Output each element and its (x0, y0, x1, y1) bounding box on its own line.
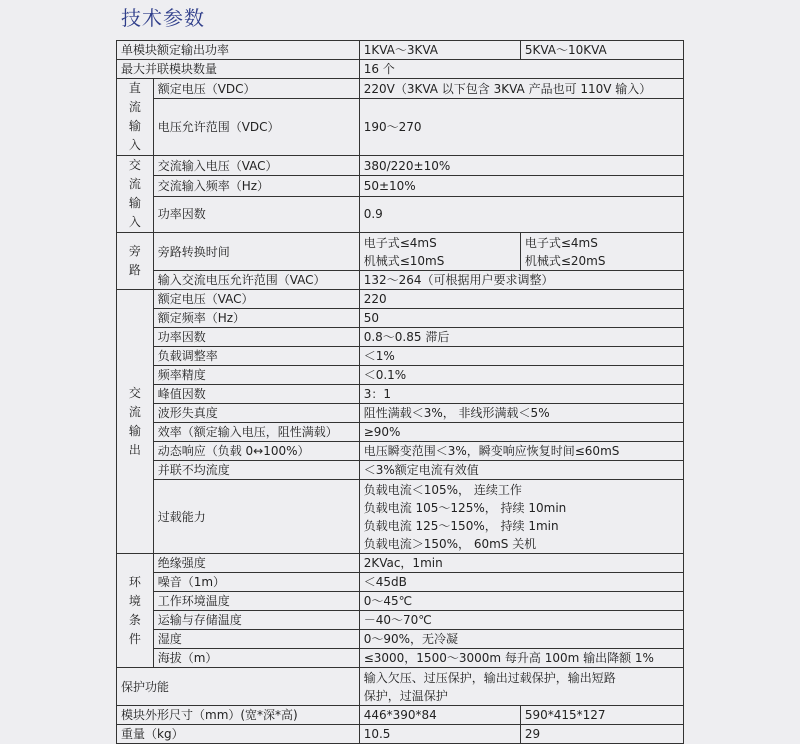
group-label-environment: 环 境 条 件 (117, 554, 154, 668)
cell-value: ≥90% (359, 423, 683, 442)
table-row (117, 630, 684, 649)
row-label: 重量（kg） (117, 725, 360, 744)
group-label-ac-output: 交 流 输 出 (117, 290, 154, 554)
cell-value: 0.8～0.85 滞后 (359, 328, 683, 347)
row-label: 动态响应（负载 0↔100%） (153, 442, 359, 461)
row-label: 额定频率（Hz） (153, 309, 359, 328)
row-label: 并联不均流度 (153, 461, 359, 480)
table-row (117, 366, 684, 385)
cell-value: ＜0.1% (359, 366, 683, 385)
cell-value (359, 668, 683, 706)
cell-value: 50 (359, 309, 683, 328)
cell-line: 机械式≤10mS (363, 253, 445, 268)
cell-line: 负载电流 125～150%， 持续 1min (363, 518, 559, 533)
table-row (117, 725, 684, 744)
row-label: 运输与存储温度 (153, 611, 359, 630)
row-label: 输入交流电压允许范围（VAC） (153, 271, 359, 290)
table-row (117, 176, 684, 196)
row-label: 额定电压（VDC） (153, 79, 359, 99)
page-title: 技术参数 (121, 6, 205, 30)
row-label: 频率精度 (153, 366, 359, 385)
row-label: 湿度 (153, 630, 359, 649)
row-label: 功率因数 (153, 196, 359, 232)
cell-value: 3：1 (359, 385, 683, 404)
table-row (117, 290, 684, 309)
group-label-bypass: 旁 路 (117, 233, 154, 290)
cell-value: 0.9 (359, 196, 683, 232)
cell-line: 电子式≤4mS (363, 235, 437, 250)
table-row (117, 480, 684, 554)
row-label: 旁路转换时间 (153, 233, 359, 271)
cell-value: 590*415*127 (520, 706, 683, 725)
table-row (117, 423, 684, 442)
table-row (117, 385, 684, 404)
row-label: 负载调整率 (153, 347, 359, 366)
row-label: 模块外形尺寸（mm）(宽*深*高) (117, 706, 360, 725)
row-label: 最大并联模块数量 (117, 60, 360, 79)
row-label: 效率（额定输入电压，阻性满载） (153, 423, 359, 442)
cell-value: 1KVA～3KVA (359, 41, 520, 60)
table-row (117, 404, 684, 423)
cell-value: 446*390*84 (359, 706, 520, 725)
table-row (117, 442, 684, 461)
cell-value: 阻性满载＜3%， 非线形满载＜5% (359, 404, 683, 423)
row-label: 噪音（1m） (153, 573, 359, 592)
table-row (117, 347, 684, 366)
cell-line: 机械式≤20mS (524, 253, 606, 268)
table-row (117, 554, 684, 573)
cell-line: 负载电流＜105%， 连续工作 (363, 482, 522, 497)
table-row (117, 592, 684, 611)
cell-value: 380/220±10% (359, 156, 683, 176)
cell-value: 50±10% (359, 176, 683, 196)
table-row (117, 611, 684, 630)
cell-line: 保护，过温保护 (363, 688, 448, 703)
cell-value (359, 233, 520, 271)
table-row (117, 196, 684, 232)
cell-value: 16 个 (359, 60, 683, 79)
group-label-ac-input: 交 流 输 入 (117, 156, 154, 233)
table-row (117, 233, 684, 271)
cell-value: 0～45℃ (359, 592, 683, 611)
table-row (117, 156, 684, 176)
cell-value: ＜3%额定电流有效值 (359, 461, 683, 480)
cell-value: 190～270 (359, 99, 683, 156)
group-label-dc-input: 直 流 输 入 (117, 79, 154, 156)
row-label: 功率因数 (153, 328, 359, 347)
cell-value: 电压瞬变范围＜3%，瞬变响应恢复时间≤60mS (359, 442, 683, 461)
cell-value: 5KVA～10KVA (520, 41, 683, 60)
row-label: 交流输入频率（Hz） (153, 176, 359, 196)
row-label: 峰值因数 (153, 385, 359, 404)
cell-value: 2KVac，1min (359, 554, 683, 573)
cell-value: ≤3000，1500～3000m 每升高 100m 输出降额 1% (359, 649, 683, 668)
table-row (117, 668, 684, 706)
row-label: 绝缘强度 (153, 554, 359, 573)
cell-value (520, 233, 683, 271)
cell-value: 220 (359, 290, 683, 309)
table-row (117, 99, 684, 156)
table-row (117, 41, 684, 60)
row-label: 海拔（m） (153, 649, 359, 668)
row-label: 保护功能 (117, 668, 360, 706)
spec-table (116, 40, 684, 744)
row-label: 单模块额定输出功率 (117, 41, 360, 60)
table-row (117, 271, 684, 290)
cell-line: 输入欠压、过压保护，输出过载保护，输出短路 (363, 670, 616, 685)
cell-line: 负载电流 105～125%， 持续 10min (363, 500, 567, 515)
row-label: 电压允许范围（VDC） (153, 99, 359, 156)
table-row (117, 328, 684, 347)
row-label: 工作环境温度 (153, 592, 359, 611)
cell-value: ＜1% (359, 347, 683, 366)
row-label: 交流输入电压（VAC） (153, 156, 359, 176)
cell-value: 132～264（可根据用户要求调整） (359, 271, 683, 290)
table-row (117, 309, 684, 328)
cell-value: 0～90%，无冷凝 (359, 630, 683, 649)
cell-value: 29 (520, 725, 683, 744)
table-row (117, 706, 684, 725)
cell-value: 10.5 (359, 725, 520, 744)
row-label: 过载能力 (153, 480, 359, 554)
table-row (117, 573, 684, 592)
table-row (117, 461, 684, 480)
cell-value: ＜45dB (359, 573, 683, 592)
cell-line: 负载电流＞150%， 60mS 关机 (363, 536, 537, 551)
row-label: 波形失真度 (153, 404, 359, 423)
cell-value (359, 480, 683, 554)
cell-value: －40～70℃ (359, 611, 683, 630)
table-row (117, 60, 684, 79)
table-row (117, 649, 684, 668)
table-row (117, 79, 684, 99)
cell-value: 220V（3KVA 以下包含 3KVA 产品也可 110V 输入） (359, 79, 683, 99)
row-label: 额定电压（VAC） (153, 290, 359, 309)
cell-line: 电子式≤4mS (524, 235, 598, 250)
